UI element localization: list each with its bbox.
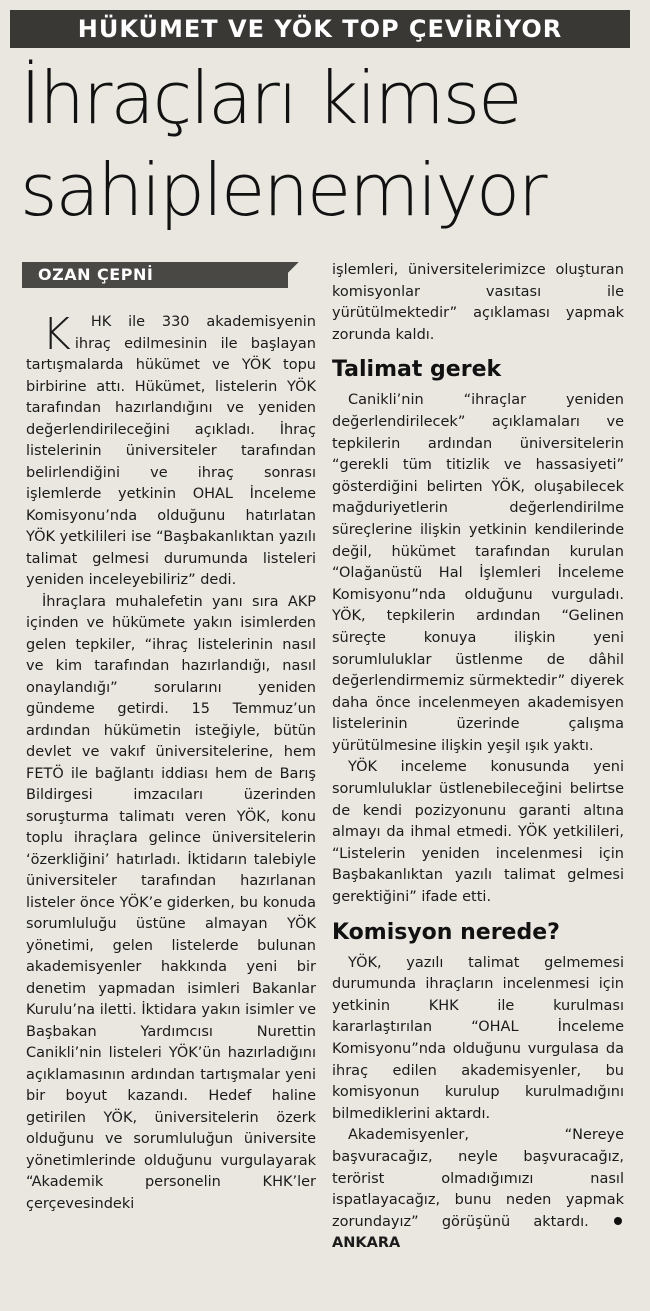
paragraph-text: Akademisyenler, “Nereye başvuracağız, neyle başvuracağız, terörist olmadığımızı nasıl ispatlayacağız, bunu neden yapmak zorundayız” görüşünü aktardı. [332, 1127, 624, 1230]
headline-line-1: İhraçları kimse [20, 56, 521, 140]
headline-line-2: sahiplenemiyor [20, 148, 546, 232]
paragraph: YÖK inceleme konusunda yeni sorumluluklar üstlenebileceğini belirtse de kendi pozizyonunu garanti altına almayı da ihmal etmedi. YÖK yetkilileri, “Listelerin yeniden incelenmesi için Başbakanlıktan yazılı talimat gelmesi gerektiğini” ifade etti. [332, 759, 624, 906]
headline [20, 52, 630, 236]
subheading-komisyon: Komisyon nerede? [332, 919, 560, 945]
paragraph: KHK ile 330 akademisyenin ihraç edilmesinin ile başlayan tartışmalarda hükümet ve YÖK topu birbirine attı. Hükümet, listelerin YÖK tarafından hazırlandığını ve yeniden değerlendirileceğini açıkladı. İhraç listelerinin üniversiteler tarafından belirlendiğini ve ihraç sonrası işlemlerde yetkinin OHAL İnceleme Komisyonu’nda olduğunu hatırlatan YÖK yetkilileri ise “Başbakanlıktan yazılı talimat gelmesi durumunda listeleri yeniden inceleyebiliriz” dedi. [26, 309, 316, 588]
dateline: ANKARA [332, 1235, 401, 1252]
byline: OZAN ÇEPNİ [22, 262, 288, 288]
paragraph: işlemleri, üniversitelerimizce oluşturan komisyonlar vasıtası ile yürütülmektedir” açıklaması yapmak zorunda kaldı. [332, 262, 624, 343]
paragraph: YÖK, yazılı talimat gelmemesi durumunda ihraçların incelenmesi için yetkinin KHK ile kurulması kararlaştırılan “OHAL İnceleme Komisyonu”nda olduğunu vurgulasa da ihraç edilen akademisyenler, bu komisyonun kurulup kurulmadığını bilmediklerini aktardı. [332, 954, 624, 1122]
paragraph: İhraçlara muhalefetin yanı sıra AKP içinden ve hükümete yakın isimlerden gelen tepkiler, “ihraç listelerinin nasıl ve kim tarafından hazırlandığı, nasıl onaylandığı” sorularını yeniden gündeme getirdi. 15 Temmuz’un ardından hükümetin isteğiyle, bütün devlet ve vakıf üniversitelerine, hem FETÖ ile bağlantı iddiası hem de Barış Bildirgesi imzacıları üzerinden soruşturma talimatı veren YÖK, konu toplu ihraçlara gelince üniversitelerin ‘özerkliğini’ hatırladı. İktidarın talebiyle üniversiteler tarafından hazırlanan listeler önce YÖK’e giderken, bu konuda sorumluluğu üstüne almayan YÖK yönetimi, gelen listelerde bulunan akademisyenler hakkında yeni bir denetim yapmadan isimleri Bakanlar Kurulu’na iletti. İktidara yakın isimler ve Başbakan Yardımcısı Nurettin Canikli’nin listeleri YÖK’ün hazırladığını açıklamasının ardından tartışmalar yeni bir boyut kazandı. Hedef haline getirilen YÖK, üniversitelerin özerk olduğunu ve sorumluluğun üniversite yönetimlerinde olduğunu vurgulayarak “Akademik personelin KHK’ler çerçevesindeki [26, 593, 316, 1212]
article-column-2 [332, 260, 624, 1255]
paragraph-final [332, 1125, 624, 1255]
paragraph: Canikli’nin “ihraçlar yeniden değerlendirilecek” açıklamaları ve tepkilerin ardından üniversitelerin “gerekli tüm titizlik ve hassasiyeti” gösterdiğini belirten YÖK, oluşabilecek mağduriyetlerin değerlendirilme süreçlerine ilişkin yetkinin kendilerinde değil, hükümet tarafından kurulan “Olağanüstü Hal İşlemleri İnceleme Komisyonu”nda olduğunu vurguladı. YÖK, tepkilerin ardından “Gelinen süreçte konuya ilişkin yeni sorumluluklar üstlenme de dâhil değerlendirmemiz sürmektedir” diyerek daha önce incelenmeyen akademisyen listelerinin üzerinde çalışma yürütülmesine ilişkin yeşil ışık yaktı. [332, 392, 624, 754]
subheading-talimat: Talimat gerek [332, 357, 502, 383]
kicker-text: HÜKÜMET VE YÖK TOP ÇEVİRİYOR [77, 15, 563, 43]
article-column-1 [26, 309, 316, 1215]
bullet-dot-icon [614, 1217, 622, 1225]
byline-tail-decoration [272, 262, 300, 288]
kicker-banner [10, 10, 630, 48]
